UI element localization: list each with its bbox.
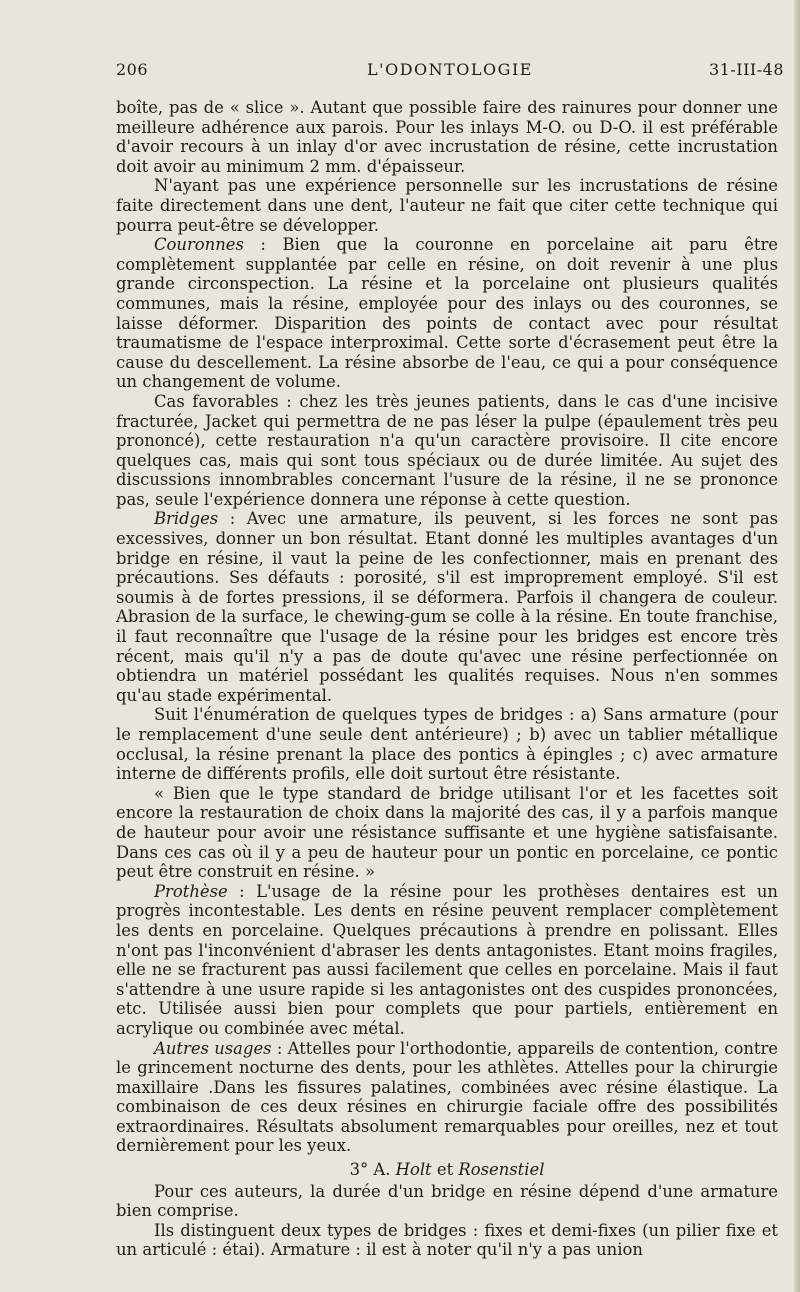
section-lead: Autres usages — [154, 1038, 272, 1058]
paragraph — [116, 882, 778, 1039]
paragraph: Ils distinguent deux types de bridges : fixes et demi-fixes (un pilier fixe et un articulé : étai). Armature : il est à noter qu'il n'y a pas union — [116, 1220, 778, 1260]
subheading-conjunction: et — [431, 1160, 459, 1180]
running-header — [116, 60, 784, 84]
paragraph: « Bien que le type standard de bridge utilisant l'or et les facettes soit encore la restauration de choix dans la majorité des cas, il y a parfois manque de hauteur pour avoir une résistance suffisante et une hygiène satisfaisante. Dans ces cas où il y a peu de hauteur pour un pontic en porcelaine, ce pontic peut être construit en résine. » — [116, 783, 778, 882]
paragraph: Cas favorables : chez les très jeunes patients, dans le cas d'une incisive fracturée, Jacket qui permettra de ne pas léser la pulpe (épaulement très peu prononcé), cette restauration n'a qu'un caractère provisoire. Il cite encore quelques cas, mais qui sont tous spéciaux ou de durée limitée. Au sujet des discussions innombrables concernant l'usure de la résine, il ne se prononce pas, seule l'expérience donnera une réponse à cette question. — [116, 391, 778, 509]
author-name: Rosenstiel — [458, 1160, 545, 1180]
issue-date: 31-III-48 — [709, 60, 784, 79]
paragraph: N'ayant pas une expérience personnelle sur les incrustations de résine faite directement dans une dent, l'auteur ne fait que citer cette technique qui pourra peut-être se développer. — [116, 176, 778, 235]
paragraph: boîte, pas de « slice ». Autant que possible faire des rainures pour donner une meilleure adhérence aux parois. Pour les inlays M-O. ou D-O. il est préférable d'avoir recours à un inlay d'or avec incrustation de résine, cette incrustation doit avoir au minimum 2 mm. d'épaisseur. — [116, 98, 778, 176]
article-body — [116, 98, 778, 1260]
section-lead: Couronnes — [154, 235, 244, 255]
paragraph-text: : Avec une armature, ils peuvent, si les forces ne sont pas excessives, donner un bon résultat. Etant donné les multiples avantages d'un bridge en résine, il vaut la peine de les confectionner, mais en prenant des précautions. Ses défauts : porosité, s'il est improprement employé. S'il est soumis à de fortes pressions, il se déformera. Parfois il changera de couleur. Abrasion de la surface, le chewing-gum se colle à la résine. En toute franchise, il faut reconnaître que l'usage de la résine pour les bridges est encore très récent, mais qu'il n'y a pas de doute qu'avec une résine perfectionnée on obtiendra un matériel possédant les qualités requises. Nous n'en sommes qu'au stade expérimental. — [116, 509, 778, 705]
subheading-number: 3° A. — [349, 1160, 396, 1180]
section-lead: Prothèse — [154, 881, 228, 901]
paragraph: Pour ces auteurs, la durée d'un bridge en résine dépend d'une armature bien comprise. — [116, 1181, 778, 1221]
paragraph — [116, 235, 778, 392]
paragraph — [116, 1039, 778, 1157]
section-subheading — [116, 1160, 778, 1180]
paragraph: Suit l'énumération de quelques types de bridges : a) Sans armature (pour le remplacement d'une seule dent antérieure) ; b) avec un tablier métallique occlusal, la résine prenant la place des pontics à épingles ; c) avec armature interne de différents profils, elle doit surtout être résistante. — [116, 705, 778, 784]
section-lead: Bridges — [154, 509, 219, 529]
paragraph-text: : Attelles pour l'orthodontie, appareils de contention, contre le grincement nocturne des dents, pour les athlètes. Attelles pour la chirurgie maxillaire .Dans les fissures palatines, combinées avec résine élastique. La combinaison de ces deux résines en chirurgie faciale offre des possibilités extraordinaires. Résultats absolument remarquables pour oreilles, nez et tout dernièrement pour les yeux. — [116, 1038, 778, 1156]
paragraph — [116, 509, 778, 705]
page-number: 206 — [116, 60, 149, 79]
paragraph-text: : Bien que la couronne en porcelaine ait paru être complètement supplantée par celle en résine, on doit revenir à une plus grande circonspection. La résine et la porcelaine ont plusieurs qualités communes, mais la résine, employée pour des inlays ou des couronnes, se laisse déformer. Disparition des points de contact avec pour résultat traumatisme de l'espace interproximal. Cette sorte d'écrasement peut être la cause du descellement. La résine absorbe de l'eau, ce qui a pour conséquence un changement de volume. — [116, 235, 778, 392]
paragraph-text: : L'usage de la résine pour les prothèses dentaires est un progrès incontestable. Les dents en résine peuvent remplacer complètement les dents en porcelaine. Quelques précautions à prendre en polissant. Elles n'ont pas l'inconvénient d'abraser les dents antagonistes. Etant moins fragiles, elle ne se fracturent pas aussi facilement que celles en porcelaine. Mais il faut s'attendre à une usure rapide si les antagonistes ont des cuspides prononcées, etc. Utilisée aussi bien pour complets que pour partiels, entièrement en acrylique ou combinée avec métal. — [116, 881, 778, 1038]
journal-title: L'ODONTOLOGIE — [367, 60, 533, 79]
author-name: Holt — [395, 1160, 432, 1180]
